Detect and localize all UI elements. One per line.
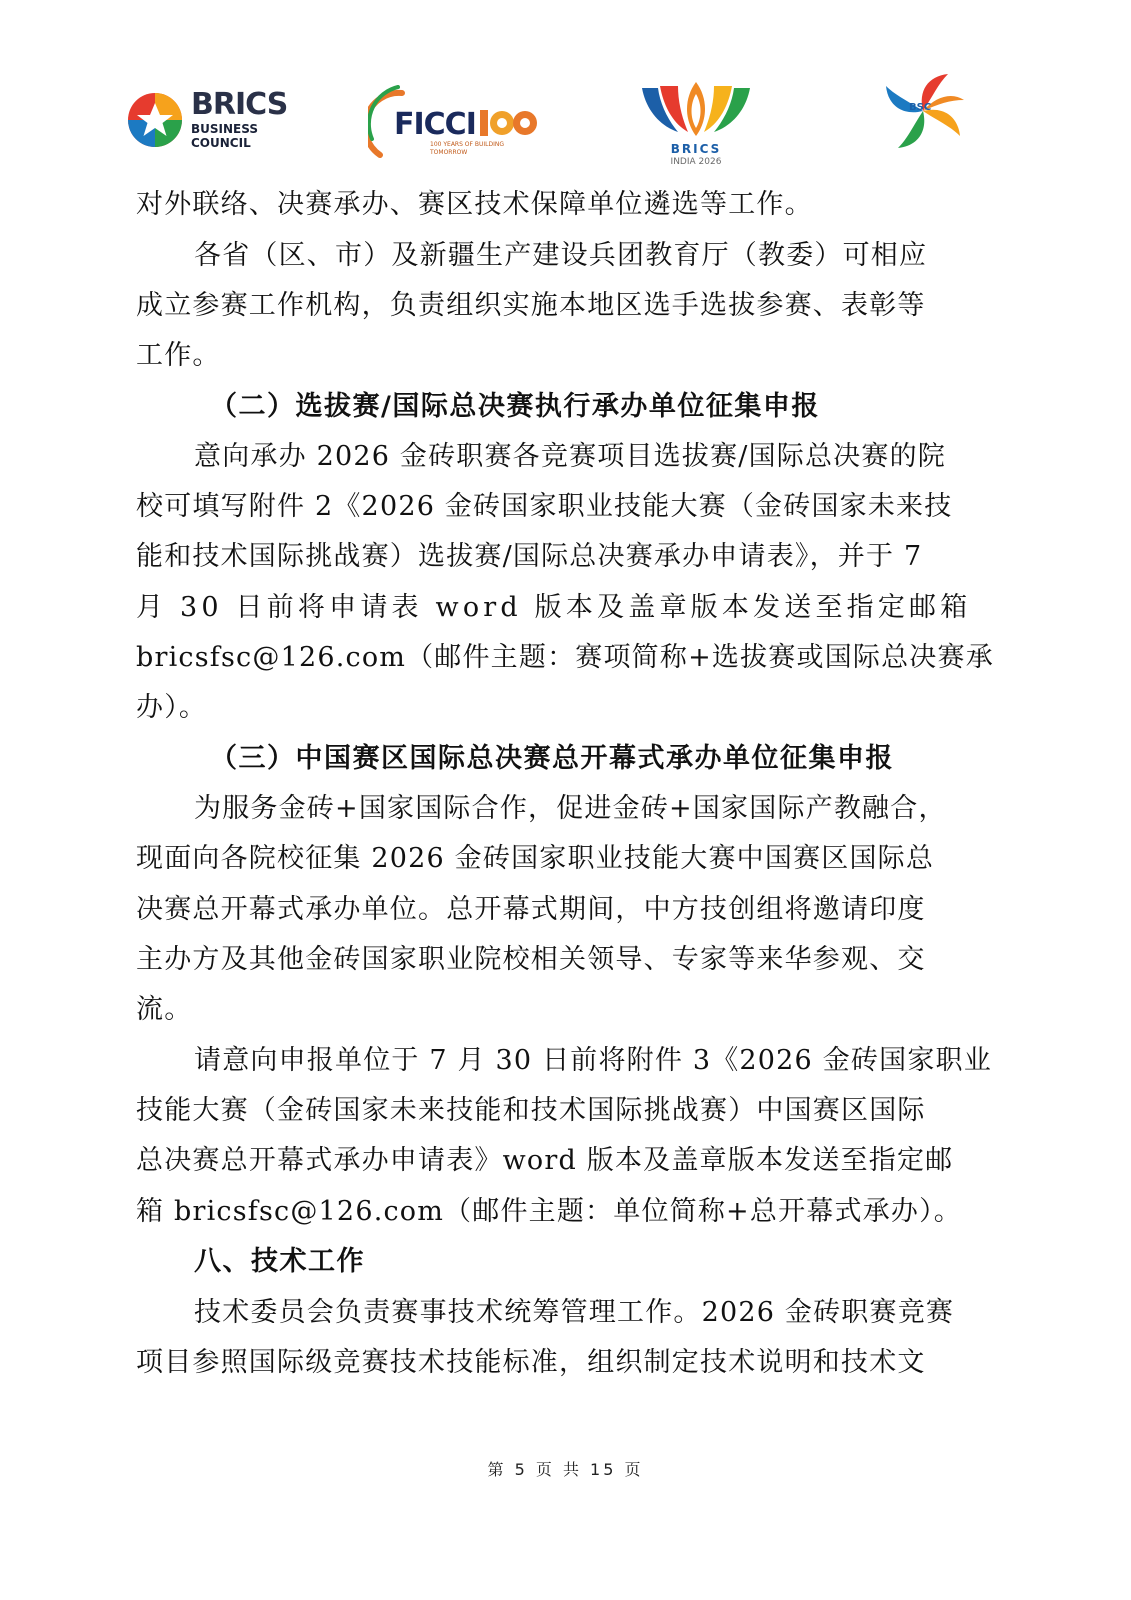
body-line: bricsfsc@126.com（邮件主题：赛项简称+选拔赛或国际总决赛承: [136, 642, 994, 673]
body-line: 月 30 日前将申请表 word 版本及盖章版本发送至指定邮箱: [136, 592, 972, 623]
body-line: 办）。: [136, 692, 208, 723]
lotus-emblem-icon: [638, 80, 754, 142]
body-line: 项目参照国际级竞赛技术技能标准，组织制定技术说明和技术文: [136, 1347, 926, 1378]
body-line: 技术委员会负责赛事技术统筹管理工作。2026 金砖职赛竞赛: [194, 1297, 955, 1328]
logo-brics-text: BRICS: [191, 87, 288, 122]
body-line: 请意向申报单位于 7 月 30 日前将附件 3《2026 金砖国家职业: [194, 1045, 992, 1076]
body-line: 对外联络、决赛承办、赛区技术保障单位遴选等工作。: [136, 189, 813, 220]
body-line: 成立参赛工作机构，负责组织实施本地区选手选拔参赛、表彰等: [136, 290, 926, 321]
body-line: 为服务金砖+国家国际合作，促进金砖+国家国际产教融合，: [194, 793, 947, 824]
ficci-tagline-1: 100 YEARS OF BUILDING: [430, 141, 505, 148]
ficci-100-mark: [480, 108, 540, 140]
header-logos: [0, 60, 1131, 170]
body-line: 决赛总开幕式承办单位。总开幕式期间，中方技创组将邀请印度: [136, 894, 926, 925]
logo-council-text: COUNCIL: [191, 136, 251, 150]
section-heading-2: （二）选拔赛/国际总决赛执行承办单位征集申报: [210, 391, 820, 422]
body-line: 意向承办 2026 金砖职赛各竞赛项目选拔赛/国际总决赛的院: [194, 441, 946, 472]
bsc-text: BSC: [909, 102, 932, 113]
body-line: 主办方及其他金砖国家职业院校相关领导、专家等来华参观、交: [136, 944, 926, 975]
body-line: 能和技术国际挑战赛）选拔赛/国际总决赛承办申请表》，并于 7: [136, 541, 923, 572]
body-line: 流。: [136, 994, 193, 1025]
bsc-logo: [878, 66, 968, 156]
section-heading-8: 八、技术工作: [194, 1246, 365, 1277]
logo-business-text: BUSINESS: [191, 122, 258, 136]
body-line: 总决赛总开幕式承办申请表》word 版本及盖章版本发送至指定邮: [136, 1145, 954, 1176]
brics-india-2026-logo: [638, 80, 758, 170]
body-line: 现面向各院校征集 2026 金砖国家职业技能大赛中国赛区国际总: [136, 843, 935, 874]
ficci-100-logo: [368, 85, 528, 165]
ficci-name-text: FICCI: [394, 107, 476, 142]
brics-business-council-logo: [125, 87, 288, 158]
body-line: 校可填写附件 2《2026 金砖国家职业技能大赛（金砖国家未来技: [136, 491, 953, 522]
body-line: 各省（区、市）及新疆生产建设兵团教育厅（教委）可相应: [194, 240, 928, 271]
india-2026-text: INDIA 2026: [670, 157, 722, 167]
body-line: 技能大赛（金砖国家未来技能和技术国际挑战赛）中国赛区国际: [136, 1095, 926, 1126]
section-heading-3: （三）中国赛区国际总决赛总开幕式承办单位征集申报: [210, 743, 894, 774]
star-emblem-icon: [125, 90, 185, 150]
body-line: 箱 bricsfsc@126.com（邮件主题：单位简称+总开幕式承办）。: [136, 1196, 962, 1227]
ficci-tagline-2: TOMORROW: [430, 149, 468, 156]
brics-india-text: BRICS: [670, 142, 722, 156]
page-number: 第 5 页 共 15 页: [487, 1460, 644, 1479]
body-line: 工作。: [136, 340, 221, 371]
